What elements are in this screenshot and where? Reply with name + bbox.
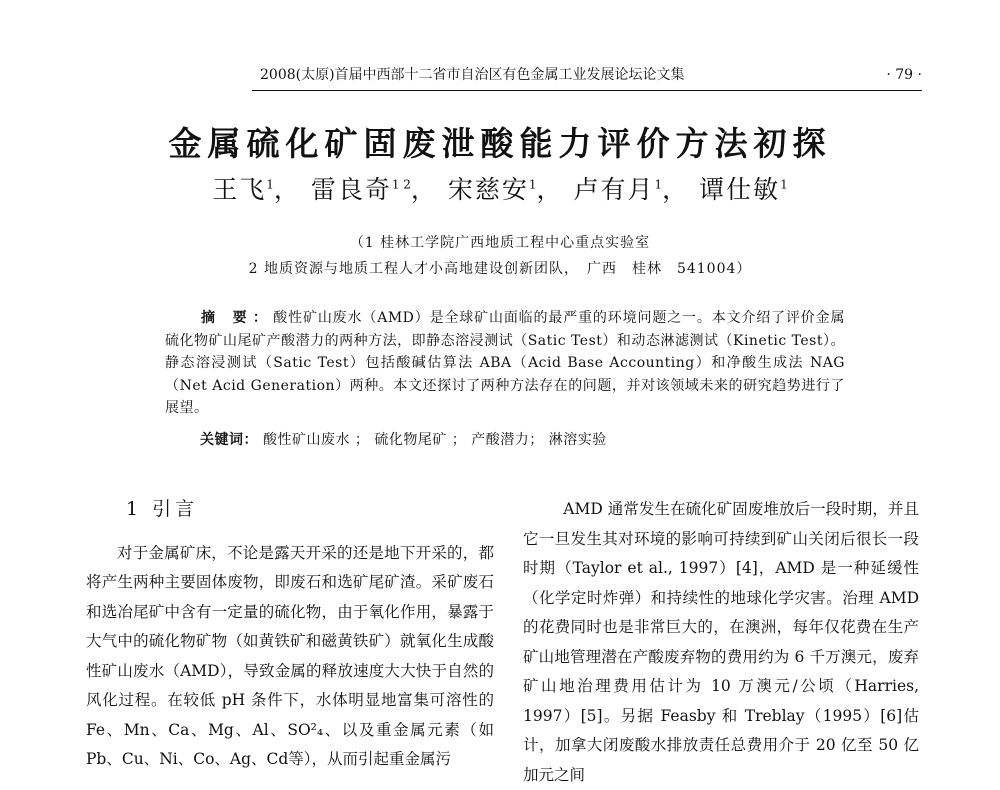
keywords — [200, 429, 850, 449]
affiliation-line-2: 2 地质资源与地质工程人才小高地建设创新团队， 广西 桂林 541004） — [248, 261, 752, 277]
running-header — [252, 62, 922, 88]
section-title: 引言 — [152, 498, 199, 520]
left-column — [86, 495, 494, 775]
abstract-text: 酸性矿山废水（AMD）是全球矿山面临的最严重的环境问题之一。本文介绍了评价金属硫化物矿山尾矿产酸潜力的两种方法，即静态溶浸测试（Satic Test）和动态淋滤测试（Kinetic Test）。静态溶浸测试（Satic Test）包括酸碱估算法 ABA（Acid Base Accounting）和净酸生成法 NAG（Net Acid Generation）两种。本文还探讨了两种方法存在的问题，并对该领域未来的研究趋势进行了展望。 — [165, 310, 846, 416]
section-number: 1 — [126, 498, 143, 520]
author-separator: ， — [662, 175, 690, 204]
author-affiliation-mark: 1 2 — [391, 177, 411, 192]
author-affiliation-mark: 1 — [780, 177, 788, 192]
author-affiliation-mark: 1 — [528, 177, 537, 192]
author-affiliation-mark: 1 — [266, 177, 274, 192]
paper-title: 金属硫化矿固废泄酸能力评价方法初探 — [168, 124, 832, 163]
author-name: 宋慈安 — [447, 175, 529, 204]
author-name: 王飞 — [212, 175, 267, 204]
author-name: 谭仕敏 — [699, 175, 781, 204]
author-affiliation-mark: 1 — [654, 177, 663, 192]
section-heading — [126, 495, 494, 525]
keywords-label: 关键词： — [200, 432, 258, 448]
header-rule — [252, 90, 922, 91]
abstract — [165, 307, 845, 420]
intro-paragraph: 对于金属矿床，不论是露天开采的还是地下开采的，都将产生两种主要固体废物，即废石和选矿尾矿渣。采矿废石和选冶尾矿中含有一定量的硫化物，由于氧化作用，暴露于大气中的硫化物矿物（如黄铁矿和磁黄铁矿）就氧化生成酸性矿山废水（AMD），导致金属的释放速度大大快于自然的风化过程。在较低 pH 条件下，水体明显地富集可溶性的 Fe、Mn、Ca、Mg、Al、SO²₄、以及重金属元素（如 Pb、Cu、Ni、Co、Ag、Cd等），从而引起重金属污 — [86, 543, 494, 768]
right-column — [523, 495, 919, 790]
author-separator: ， — [273, 175, 301, 204]
right-paragraph: AMD 通常发生在硫化矿固废堆放后一段时期，并且它一旦发生其对环境的影响可持续到矿山关闭后很长一段时期（Taylor et al., 1997）[4]，AMD 是一种延缓性（化学定时炸弹）和持续性的地球化学灾害。治理 AMD 的花费同时也是非常巨大的，在澳洲，每年仅花费在生产矿山地管理潜在产酸废弃物的费用约为 6 千万澳元，废弃矿山地治理费用估计为 10 万澳元/公顷（Harries, 1997）[5]。另据 Feasby 和 Treblay（1995）[6]估计，加拿大闭废酸水排放责任总费用介于 20 亿至 50 亿加元之间 — [523, 500, 919, 784]
author-separator: ， — [536, 175, 564, 204]
running-title: 2008(太原)首届中西部十二省市自治区有色金属工业发展论坛论文集 — [260, 67, 685, 83]
keywords-text: 酸性矿山废水 ； 硫化物尾矿 ； 产酸潜力； 淋溶实验 — [262, 432, 607, 448]
author-list — [0, 170, 1000, 206]
author-name: 雷良奇 — [310, 175, 392, 204]
page-number: · 79 · — [886, 67, 922, 83]
author-name: 卢有月 — [573, 175, 655, 204]
author-separator: ， — [410, 175, 438, 204]
abstract-label: 摘 要： — [201, 310, 274, 326]
affiliation-line-1: （1 桂林工学院广西地质工程中心重点实验室 — [349, 235, 651, 251]
